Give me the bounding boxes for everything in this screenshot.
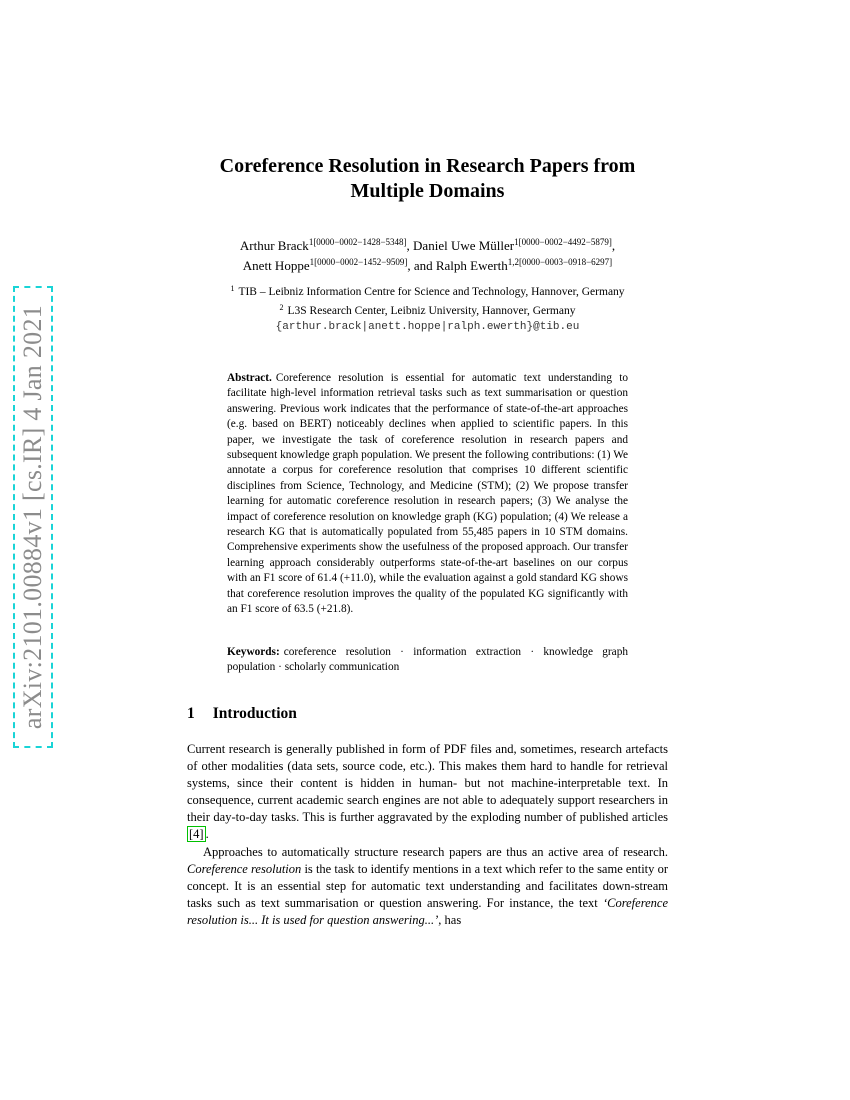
author-list — [187, 234, 668, 274]
affiliation-number: 1 — [230, 284, 235, 293]
paragraph-text: Approaches to automatically structure research papers are thus an active area of research. — [203, 844, 668, 859]
affiliation-number: 2 — [279, 303, 284, 312]
affiliations — [187, 281, 668, 335]
emphasis-term: Coreference resolution — [187, 861, 302, 876]
affiliation-text: TIB – Leibniz Information Centre for Science and Technology, Hannover, Germany — [238, 286, 625, 298]
author-orcid: 1[0000−0002−1452−9509] — [309, 257, 408, 267]
abstract-text: Coreference resolution is essential for automatic text understanding to facilitate high-level information retrieval tasks such as text summarisation or question answering. Previous work indicates that the performance of state-of-the-art approaches (e.g. based on BERT) noticeably declines when applied to scientific papers. In this paper, we investigate the task of coreference resolution in research papers and subsequent knowledge graph population. We present the following contributions: (1) We annotate a corpus for coreference resolution that comprises 10 different scientific disciplines from Science, Technology, and Medicine (STM); (2) We propose transfer learning for automatic coreference resolution in research papers; (3) We analyse the impact of coreference resolution on knowledge graph (KG) population; (4) We release a research KG that is automatically populated from 55,485 papers in 10 STM domains. Comprehensive experiments show the usefulness of the proposed approach. Our transfer learning approach considerably outperforms state-of-the-art baselines on our corpus with an F1 score of 61.4 (+11.0), while the evaluation against a gold standard KG shows that coreference resolution improves the quality of the populated KG significantly with an F1 score of 63.5 (+21.8). — [227, 372, 628, 616]
affiliation-2 — [187, 300, 668, 319]
author-name: Arthur Brack — [239, 238, 309, 253]
section-heading — [187, 705, 297, 723]
citation-link[interactable]: [4] — [189, 827, 204, 842]
contact-email: {arthur.brack|anett.hoppe|ralph.ewerth}@tib.eu — [275, 321, 580, 333]
keywords-text: coreference resolution · information extraction · knowledge graph population · scholarly communication — [227, 646, 628, 674]
author-orcid: 1[0000−0002−1428−5348] — [308, 237, 407, 247]
arxiv-stamp: arXiv:2101.00884v1 [cs.IR] 4 Jan 2021 — [18, 304, 47, 730]
section-number: 1 — [187, 705, 195, 722]
paper-title — [187, 154, 668, 204]
paragraph-text: is the task to identify mentions in a text which refer to the same entity or concept. It is an essential step for automatic text understanding and facilitates down-stream tasks such as text summarisation or question answering. For instance, the text — [187, 861, 668, 910]
affiliation-1 — [187, 281, 668, 300]
paragraph-text: , has — [438, 912, 462, 927]
title-line-1: Coreference Resolution in Research Papers from — [219, 155, 636, 177]
paragraph-text: . — [205, 827, 209, 842]
introduction-body — [187, 741, 668, 929]
abstract — [227, 371, 628, 618]
affiliation-text: L3S Research Center, Leibniz University, Hannover, Germany — [287, 305, 576, 317]
quoted-example: ‘Coreference resolution is... It is used for question answering...’ — [187, 895, 668, 927]
author-line-2 — [187, 254, 668, 274]
author-orcid: 1,2[0000−0003−0918−6297] — [507, 257, 613, 267]
paragraph-text: Current research is generally published in form of PDF files and, sometimes, research artefacts of other modalities (data sets, source code, etc.). This makes them hard to handle for retrieval systems, since their content is hidden in human- but not machine-interpretable text. In consequence, current academic search engines are not able to adequately support researchers in their day-to-day tasks. This is further aggravated by the exploding number of published articles — [187, 742, 668, 825]
abstract-label: Abstract. — [227, 372, 272, 384]
keywords-label: Keywords: — [227, 646, 280, 658]
author-name: Anett Hoppe — [242, 258, 310, 273]
paragraph-1 — [187, 741, 668, 844]
section-title: Introduction — [212, 705, 297, 722]
keywords — [227, 645, 628, 676]
title-line-2: Multiple Domains — [350, 180, 505, 202]
author-line-1: Arthur Brack$^{1[0000-0002-1428-5348]}$, Daniel Uwe Müller$^{1[0000-0002-4492-5879]}$, — [239, 237, 616, 253]
author-orcid: 1[0000−0002−4492−5879] — [514, 237, 612, 247]
paragraph-2 — [187, 844, 668, 929]
author-name: , and Ralph Ewerth — [407, 258, 508, 273]
author-name: Daniel Uwe Müller — [413, 238, 515, 253]
